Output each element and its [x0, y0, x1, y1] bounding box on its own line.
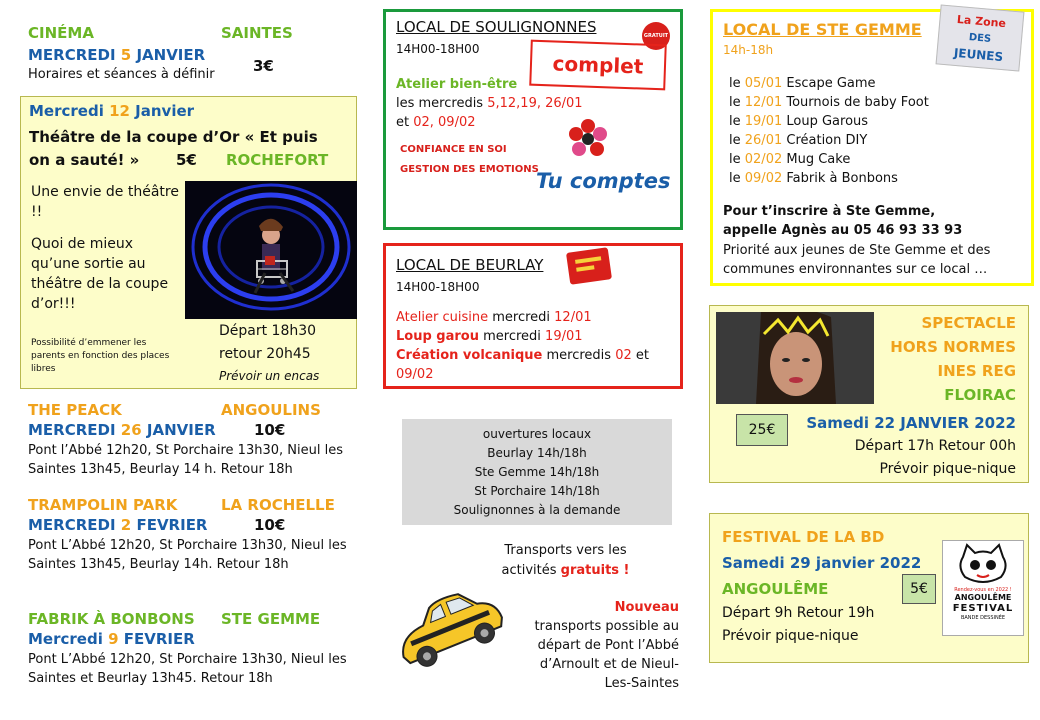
peack-title: THE PEACK: [28, 401, 122, 419]
stegemme-events: [729, 74, 1029, 188]
festival-prevoir: Prévoir pique-nique: [722, 628, 859, 644]
list-item: le 26/01 Création DIY: [729, 133, 868, 148]
beurlay-hours: 14H00-18H00: [396, 280, 480, 294]
peack-city: ANGOULINS: [221, 401, 321, 419]
list-item: le 12/01 Tournois de baby Foot: [729, 95, 929, 110]
soulignonnes-box: [383, 9, 683, 230]
festival-box: [709, 513, 1029, 663]
stegemme-priorite: Priorité aux jeunes de Ste Gemme et des communes environnantes sur ce local …: [723, 243, 991, 277]
list-item: le 05/01 Escape Game: [729, 76, 876, 91]
angouleme-logo: Rendez-vous en 2022 ! ANGOULÊME FESTIVAL BANDE DESSINÉE: [942, 540, 1024, 636]
ouvertures-item: St Porchaire 14h/18h: [474, 484, 600, 498]
cat-icon: [953, 543, 1013, 587]
theatre-city: ROCHEFORT: [226, 151, 329, 169]
spectacle-box: [709, 305, 1029, 483]
spectacle-photo: [716, 312, 874, 404]
festival-depart: Départ 9h Retour 19h: [722, 605, 875, 621]
theatre-title: Théâtre de la coupe d’Or « Et puis on a sauté! » 5€ ROCHEFORT: [29, 126, 354, 172]
spectacle-price: 25€: [736, 414, 788, 446]
spectacle-prevoir: Prévoir pique-nique: [879, 461, 1016, 477]
complet-stamp: complet: [529, 40, 667, 91]
spectacle-date: Samedi 22 JANVIER 2022: [806, 414, 1016, 432]
festival-title: FESTIVAL DE LA BD: [722, 528, 885, 546]
stegemme-box: [710, 9, 1034, 286]
fabrik-title: FABRIK À BONBONS: [28, 610, 195, 628]
trampolin-city: LA ROCHELLE: [221, 496, 335, 514]
cinema-info: Horaires et séances à définir: [28, 67, 215, 82]
beurlay-line1: Atelier cuisine mercredi 12/01: [396, 310, 592, 325]
theatre-note: Possibilité d’emmener les parents en fonction des places libres: [31, 338, 170, 374]
cinema-title: CINÉMA: [28, 24, 94, 42]
trampolin-date: MERCREDI 2 FEVRIER: [28, 516, 208, 534]
festival-city: ANGOULÊME: [722, 580, 829, 598]
tu-comptes: Tu comptes: [536, 169, 671, 193]
theatre-photo: [185, 181, 357, 319]
fabrik-date: Mercredi 9 FEVRIER: [28, 630, 195, 648]
theatre-encas: Prévoir un encas: [219, 369, 320, 383]
soulignonnes-confiance: CONFIANCE EN SOI GESTION DES EMOTIONS: [400, 144, 539, 175]
ouvertures-box: [402, 419, 672, 525]
transports-nouveau: Nouveau transports possible au départ de Pont l’Abbé d’Arnoult et de Nieul-Les-Saintes: [534, 600, 679, 691]
fabrik-section: [28, 610, 358, 688]
gratuit-badge: GRATUIT: [642, 22, 670, 50]
list-item: le 09/02 Fabrik à Bonbons: [729, 171, 898, 186]
soulignonnes-title: LOCAL DE SOULIGNONNES: [396, 18, 597, 36]
trampolin-info: Pont L’Abbé 12h20, St Porchaire 13h30, Nieul les Saintes 13h45, Beurlay 14h. Retour 18h: [28, 538, 347, 572]
beurlay-box: [383, 243, 683, 389]
transports-text: Transports vers les activités gratuits !: [501, 543, 630, 578]
theatre-price: 5€: [176, 151, 197, 169]
stegemme-hours: 14h-18h: [723, 43, 774, 57]
soulignonnes-line1: les mercredis 5,12,19, 26/01: [396, 96, 583, 111]
ouvertures-title: ouvertures locaux: [482, 427, 592, 441]
beurlay-line2: Loup garou mercredi 19/01: [396, 329, 583, 344]
theatre-box: [20, 96, 357, 389]
cinema-price: 3€: [253, 57, 274, 75]
ouvertures-item: Soulignonnes à la demande: [453, 503, 621, 517]
stegemme-title: LOCAL DE STE GEMME: [723, 20, 922, 39]
theatre-text1: Une envie de théâtre !!: [31, 184, 179, 220]
fabrik-info: Pont L’Abbé 12h20, St Porchaire 13h30, Nieul les Saintes et Beurlay 13h45. Retour 18h: [28, 652, 347, 686]
list-item: le 02/02 Mug Cake: [729, 152, 851, 167]
fabrik-city: STE GEMME: [221, 610, 321, 628]
soulignonnes-atelier: Atelier bien-être: [396, 77, 518, 92]
ouvertures-item: Ste Gemme 14h/18h: [474, 465, 600, 479]
beurlay-line3: Création volcanique mercredis 02 et 09/02: [396, 348, 649, 382]
theatre-retour: retour 20h45: [219, 346, 311, 362]
beurlay-title: LOCAL DE BEURLAY: [396, 256, 544, 274]
cinema-city: SAINTES: [221, 24, 293, 42]
soulignonnes-hours: 14H00-18H00: [396, 42, 480, 56]
cinema-section: [28, 24, 358, 84]
theatre-date: Mercredi 12 Janvier: [29, 102, 195, 120]
peack-section: [28, 401, 358, 479]
theatre-text2: Quoi de mieux qu’une sortie au théâtre de la coupe d’or!!!: [31, 236, 169, 312]
flower-icon: [567, 118, 609, 164]
festival-price: 5€: [902, 574, 936, 604]
theatre-depart: Départ 18h30: [219, 323, 317, 339]
festival-date: Samedi 29 janvier 2022: [722, 554, 922, 572]
peack-info: Pont l’Abbé 12h20, St Porchaire 13h30, Nieul les Saintes 13h45, Beurlay 14 h. Retour 18h: [28, 443, 343, 477]
trampolin-section: [28, 496, 358, 574]
spectacle-title: SPECTACLE HORS NORMES INES REG FLOIRAC: [890, 314, 1016, 404]
trampolin-title: TRAMPOLIN PARK: [28, 496, 178, 514]
trampolin-price: 10€: [254, 516, 286, 534]
stegemme-inscription: Pour t’inscrire à Ste Gemme, appelle Agnès au 05 46 93 33 93: [723, 204, 963, 238]
cinema-date: MERCREDI 5 JANVIER: [28, 46, 206, 64]
ouvertures-item: Beurlay 14h/18h: [487, 446, 587, 460]
beurlay-logo-icon: [566, 247, 612, 285]
soulignonnes-line2: et 02, 09/02: [396, 115, 476, 130]
peack-date: MERCREDI 26 JANVIER: [28, 421, 216, 439]
spectacle-depart: Départ 17h Retour 00h: [854, 438, 1016, 454]
peack-price: 10€: [254, 421, 286, 439]
zone-jeunes-logo: La Zone DES JEUNES: [936, 4, 1025, 71]
list-item: le 19/01 Loup Garous: [729, 114, 869, 129]
taxi-icon: [386, 582, 512, 678]
